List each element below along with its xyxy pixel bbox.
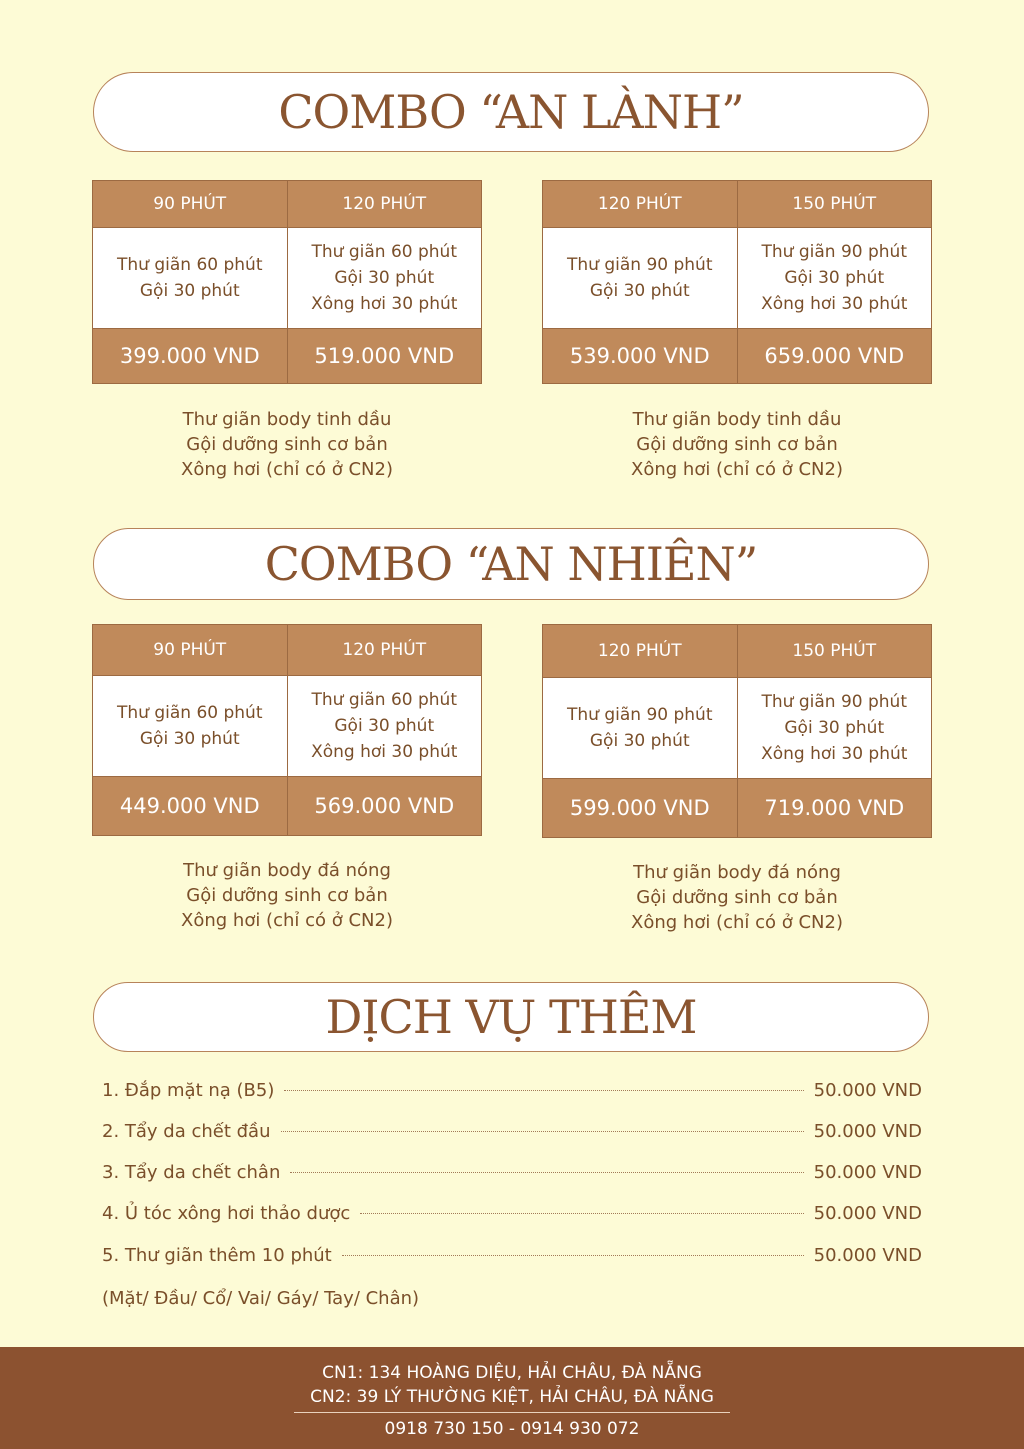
extras-title: DỊCH VỤ THÊM <box>325 990 697 1044</box>
duration-label: 120 PHÚT <box>287 181 482 227</box>
extra-service-note: (Mặt/ Đầu/ Cổ/ Vai/ Gáy/ Tay/ Chân) <box>102 1288 420 1309</box>
combo-an-lanh-header <box>93 72 929 152</box>
duration-label: 120 PHÚT <box>543 181 737 227</box>
extra-service-item <box>102 1245 922 1275</box>
service-description: Thư giãn 60 phút Gội 30 phút <box>117 703 263 749</box>
service-description: Thư giãn 60 phút Gội 30 phút Xông hơi 30 phút <box>287 228 482 328</box>
service-price: 50.000 VND <box>813 1162 922 1183</box>
service-description: Thư giãn 90 phút Gội 30 phút <box>567 255 713 301</box>
service-price: 50.000 VND <box>813 1203 922 1224</box>
service-description: Thư giãn 60 phút Gội 30 phút <box>117 255 263 301</box>
duration-label: 90 PHÚT <box>93 625 287 675</box>
combo-an-nhien-table-left <box>92 624 482 836</box>
branch-2-address: CN2: 39 LÝ THƯỜNG KIỆT, HẢI CHÂU, ĐÀ NẴNG <box>310 1387 714 1407</box>
combo-an-nhien-note-right: Thư giãn body đá nóng Gội dưỡng sinh cơ bản Xông hơi (chỉ có ở CN2) <box>631 862 843 933</box>
combo-an-nhien-table-right <box>542 624 932 838</box>
extras-header <box>93 982 929 1052</box>
duration-label: 150 PHÚT <box>737 181 932 227</box>
duration-label: 120 PHÚT <box>287 625 482 675</box>
extra-service-item <box>102 1080 922 1110</box>
extra-service-item <box>102 1203 922 1233</box>
price-label: 719.000 VND <box>737 779 932 837</box>
duration-label: 150 PHÚT <box>737 625 932 677</box>
extra-service-item <box>102 1162 922 1192</box>
service-description: Thư giãn 60 phút Gội 30 phút Xông hơi 30 phút <box>287 676 482 776</box>
extra-service-item <box>102 1121 922 1151</box>
phone-numbers: 0918 730 150 - 0914 930 072 <box>384 1419 640 1439</box>
service-description: Thư giãn 90 phút Gội 30 phút <box>567 705 713 751</box>
service-name: 1. Đắp mặt nạ (B5) <box>102 1080 275 1101</box>
service-name: 2. Tẩy da chết đầu <box>102 1121 271 1142</box>
dotted-leader <box>284 1090 803 1091</box>
service-name: 5. Thư giãn thêm 10 phút <box>102 1245 332 1266</box>
price-label: 539.000 VND <box>543 329 737 383</box>
combo-an-nhien-header <box>93 528 929 600</box>
price-label: 399.000 VND <box>93 329 287 383</box>
price-label: 519.000 VND <box>287 329 482 383</box>
combo-an-lanh-table-left <box>92 180 482 384</box>
combo-an-nhien-note-left: Thư giãn body đá nóng Gội dưỡng sinh cơ bản Xông hơi (chỉ có ở CN2) <box>181 860 393 931</box>
service-name: 4. Ủ tóc xông hơi thảo dược <box>102 1203 351 1224</box>
dotted-leader <box>290 1172 803 1173</box>
service-description: Thư giãn 90 phút Gội 30 phút Xông hơi 30 phút <box>737 678 932 778</box>
service-price: 50.000 VND <box>813 1080 922 1101</box>
price-label: 569.000 VND <box>287 777 482 835</box>
price-label: 449.000 VND <box>93 777 287 835</box>
branch-1-address: CN1: 134 HOÀNG DIỆU, HẢI CHÂU, ĐÀ NẴNG <box>322 1363 702 1383</box>
service-description: Thư giãn 90 phút Gội 30 phút Xông hơi 30 phút <box>737 228 932 328</box>
combo-an-lanh-note-left: Thư giãn body tinh dầu Gội dưỡng sinh cơ bản Xông hơi (chỉ có ở CN2) <box>181 409 393 480</box>
duration-label: 90 PHÚT <box>93 181 287 227</box>
dotted-leader <box>281 1131 804 1132</box>
service-price: 50.000 VND <box>813 1121 922 1142</box>
combo-an-lanh-note-right: Thư giãn body tinh dầu Gội dưỡng sinh cơ bản Xông hơi (chỉ có ở CN2) <box>631 409 843 480</box>
dotted-leader <box>342 1255 804 1256</box>
combo-an-nhien-title: COMBO “AN NHIÊN” <box>264 537 758 591</box>
service-name: 3. Tẩy da chết chân <box>102 1162 281 1183</box>
combo-an-lanh-table-right <box>542 180 932 384</box>
service-price: 50.000 VND <box>813 1245 922 1266</box>
footer-divider <box>294 1412 730 1413</box>
duration-label: 120 PHÚT <box>543 625 737 677</box>
price-label: 659.000 VND <box>737 329 932 383</box>
combo-an-lanh-title: COMBO “AN LÀNH” <box>278 85 744 139</box>
dotted-leader <box>360 1213 803 1214</box>
footer <box>0 1347 1024 1449</box>
price-label: 599.000 VND <box>543 779 737 837</box>
